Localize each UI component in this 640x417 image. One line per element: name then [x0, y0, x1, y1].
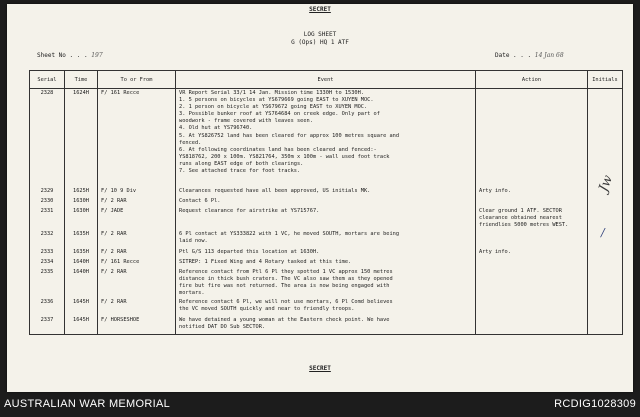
event-line: notified DAT DO Sub SECTOR.: [179, 324, 266, 331]
date-label: Date . . .: [495, 52, 532, 59]
event-line: distance in thick bush craters. The VC also saw them as they opened: [179, 275, 393, 282]
event-line: runs along EAST edge of both clearings.: [179, 160, 304, 167]
event-line: 6 Pl contact at YS333822 with 1 VC, he moved SOUTH, mortars are being: [179, 230, 400, 237]
to-from-cell: F/ 2 RAR: [98, 197, 176, 207]
header-initials: Initials: [588, 71, 623, 89]
event-cell: [176, 207, 476, 230]
event-line: Ptl G/S 113 departed this location at 1630H.: [179, 248, 320, 255]
action-cell: [476, 207, 588, 230]
archive-reference: RCDIG1028309: [554, 398, 636, 410]
to-from-cell: F/ 2 RAR: [98, 248, 176, 258]
to-from-cell: F/ JADE: [98, 207, 176, 230]
action-cell: [476, 230, 588, 248]
event-line: Clearances requested have all been approved, US initials MK.: [179, 187, 371, 194]
event-line: 2. 1 person on bicycle at YS679672 going EAST to XUYEN MOC.: [179, 104, 368, 111]
event-cell: [176, 298, 476, 316]
table-row: [30, 268, 623, 298]
serial-cell: 2337: [30, 316, 65, 334]
event-cell: [176, 268, 476, 298]
event-line: We have detained a young woman at the Eastern check point. We have: [179, 317, 390, 324]
action-cell: [476, 187, 588, 197]
serial-cell: 2331: [30, 207, 65, 230]
event-line: the VC moved SOUTH quickly and near to friendly troops.: [179, 306, 355, 313]
to-from-cell: F/ 161 Recce: [98, 89, 176, 187]
time-cell: 1640H: [65, 258, 98, 268]
header-event: Event: [176, 71, 476, 89]
serial-cell: 2333: [30, 248, 65, 258]
header-action: Action: [476, 71, 588, 89]
to-from-cell: F/ 161 Recce: [98, 258, 176, 268]
handwritten-initials: Jw: [596, 173, 617, 194]
unit-title: G (Ops) HQ 1 ATF: [291, 39, 349, 46]
header-row: [30, 71, 623, 89]
event-cell: [176, 316, 476, 334]
table-row: [30, 258, 623, 268]
event-line: Contact 6 Pl.: [179, 197, 221, 204]
initials-cell: [588, 298, 623, 316]
event-cell: [176, 89, 476, 187]
table-row: [30, 187, 623, 197]
to-from-cell: F/ 2 RAR: [98, 268, 176, 298]
action-line: friendlies 5000 metres WEST.: [479, 221, 569, 228]
to-from-cell: F/ 2 RAR: [98, 230, 176, 248]
sheet-number-label: Sheet No . . .: [37, 52, 88, 59]
serial-cell: 2336: [30, 298, 65, 316]
initials-cell: [588, 197, 623, 207]
serial-cell: 2332: [30, 230, 65, 248]
time-cell: 1630H: [65, 197, 98, 207]
action-cell: [476, 89, 588, 187]
event-line: fire but fire was not returned. The area is now being engaged with: [179, 282, 390, 289]
handwritten-tick: /: [601, 226, 605, 239]
event-line: fenced.: [179, 139, 202, 146]
time-cell: 1625H: [65, 187, 98, 197]
initials-cell: [588, 207, 623, 230]
time-cell: 1635H: [65, 248, 98, 258]
initials-cell: [588, 248, 623, 258]
event-cell: [176, 187, 476, 197]
event-line: VR Report Serial 33/1 14 Jan. Mission time 1330H to 1530H.: [179, 90, 364, 96]
action-cell: [476, 197, 588, 207]
initials-cell: [588, 230, 623, 248]
time-cell: 1630H: [65, 207, 98, 230]
header-time: Time: [65, 71, 98, 89]
event-cell: [176, 197, 476, 207]
header-serial: Serial: [30, 71, 65, 89]
serial-cell: 2329: [30, 187, 65, 197]
initials-cell: [588, 316, 623, 334]
table-row: [30, 207, 623, 230]
event-line: YS818762, 200 x 100m. YS821764, 350m x 100m - wall used foot track: [179, 153, 390, 160]
log-table: [29, 70, 623, 335]
event-line: Reference contact 6 Pl, we will not use mortars, 6 Pl Comd believes: [179, 299, 393, 306]
event-cell: [176, 248, 476, 258]
sheet-number-value: 197: [91, 52, 103, 59]
event-line: woodwork - frame covered with leaves seen.: [179, 118, 313, 125]
event-line: 3. Possible bunker roof at YS764684 on creek edge. Only part of: [179, 111, 380, 118]
action-line: clearance obtained nearest: [479, 214, 562, 221]
event-line: SITREP: 1 Fixed Wing and 4 Rotary tasked at this time.: [179, 258, 352, 265]
event-line: 6. At following coordinates land has been cleared and fenced:-: [179, 146, 377, 153]
initials-cell: [588, 89, 623, 187]
action-line: Clear ground 1 ATF. SECTOR: [479, 207, 562, 214]
table-row: [30, 197, 623, 207]
table-row: [30, 230, 623, 248]
classification-top: SECRET: [309, 6, 331, 13]
sheet-date: [495, 52, 564, 59]
date-value: 14 Jan 68: [534, 52, 564, 59]
time-cell: 1645H: [65, 298, 98, 316]
action-cell: [476, 258, 588, 268]
serial-cell: 2330: [30, 197, 65, 207]
to-from-cell: F/ 2 RAR: [98, 298, 176, 316]
to-from-cell: F/ 10 9 Div: [98, 187, 176, 197]
action-cell: [476, 298, 588, 316]
log-sheet-title: LOG SHEET: [303, 31, 337, 38]
table-row: [30, 248, 623, 258]
event-line: 4. Old hut at YS796740.: [179, 125, 253, 132]
time-cell: 1635H: [65, 230, 98, 248]
serial-cell: 2335: [30, 268, 65, 298]
event-cell: [176, 230, 476, 248]
action-line: Arty info.: [479, 187, 511, 194]
event-line: Request clearance for airstrike at YS715767.: [179, 207, 320, 214]
header-to-or-from: To or From: [98, 71, 176, 89]
classification-bottom: SECRET: [309, 365, 331, 372]
log-sheet-page: [7, 4, 633, 392]
sheet-number: [37, 52, 103, 59]
event-line: 5. At YS826752 land has been cleared for approx 100 metres square and: [179, 132, 400, 139]
archive-credit: AUSTRALIAN WAR MEMORIAL: [4, 398, 171, 410]
serial-cell: 2328: [30, 89, 65, 187]
event-line: laid now.: [179, 237, 208, 244]
event-cell: [176, 258, 476, 268]
event-line: 7. See attached trace for foot tracks.: [179, 168, 301, 175]
event-line: 1. 5 persons on bicycles at YS679669 going EAST to XUYEN MOC.: [179, 97, 374, 104]
to-from-cell: F/ HORSESHOE: [98, 316, 176, 334]
table-row: [30, 316, 623, 334]
action-cell: [476, 248, 588, 258]
table-row: [30, 89, 623, 187]
initials-cell: [588, 268, 623, 298]
action-cell: [476, 268, 588, 298]
action-line: Arty info.: [479, 248, 511, 255]
event-line: Reference contact from Ptl 6 Pl they spotted 1 VC approx 150 metres: [179, 268, 393, 275]
time-cell: 1624H: [65, 89, 98, 187]
time-cell: 1645H: [65, 316, 98, 334]
initials-cell: [588, 258, 623, 268]
table-row: [30, 298, 623, 316]
event-line: mortars.: [179, 290, 205, 297]
action-cell: [476, 316, 588, 334]
serial-cell: 2334: [30, 258, 65, 268]
time-cell: 1640H: [65, 268, 98, 298]
